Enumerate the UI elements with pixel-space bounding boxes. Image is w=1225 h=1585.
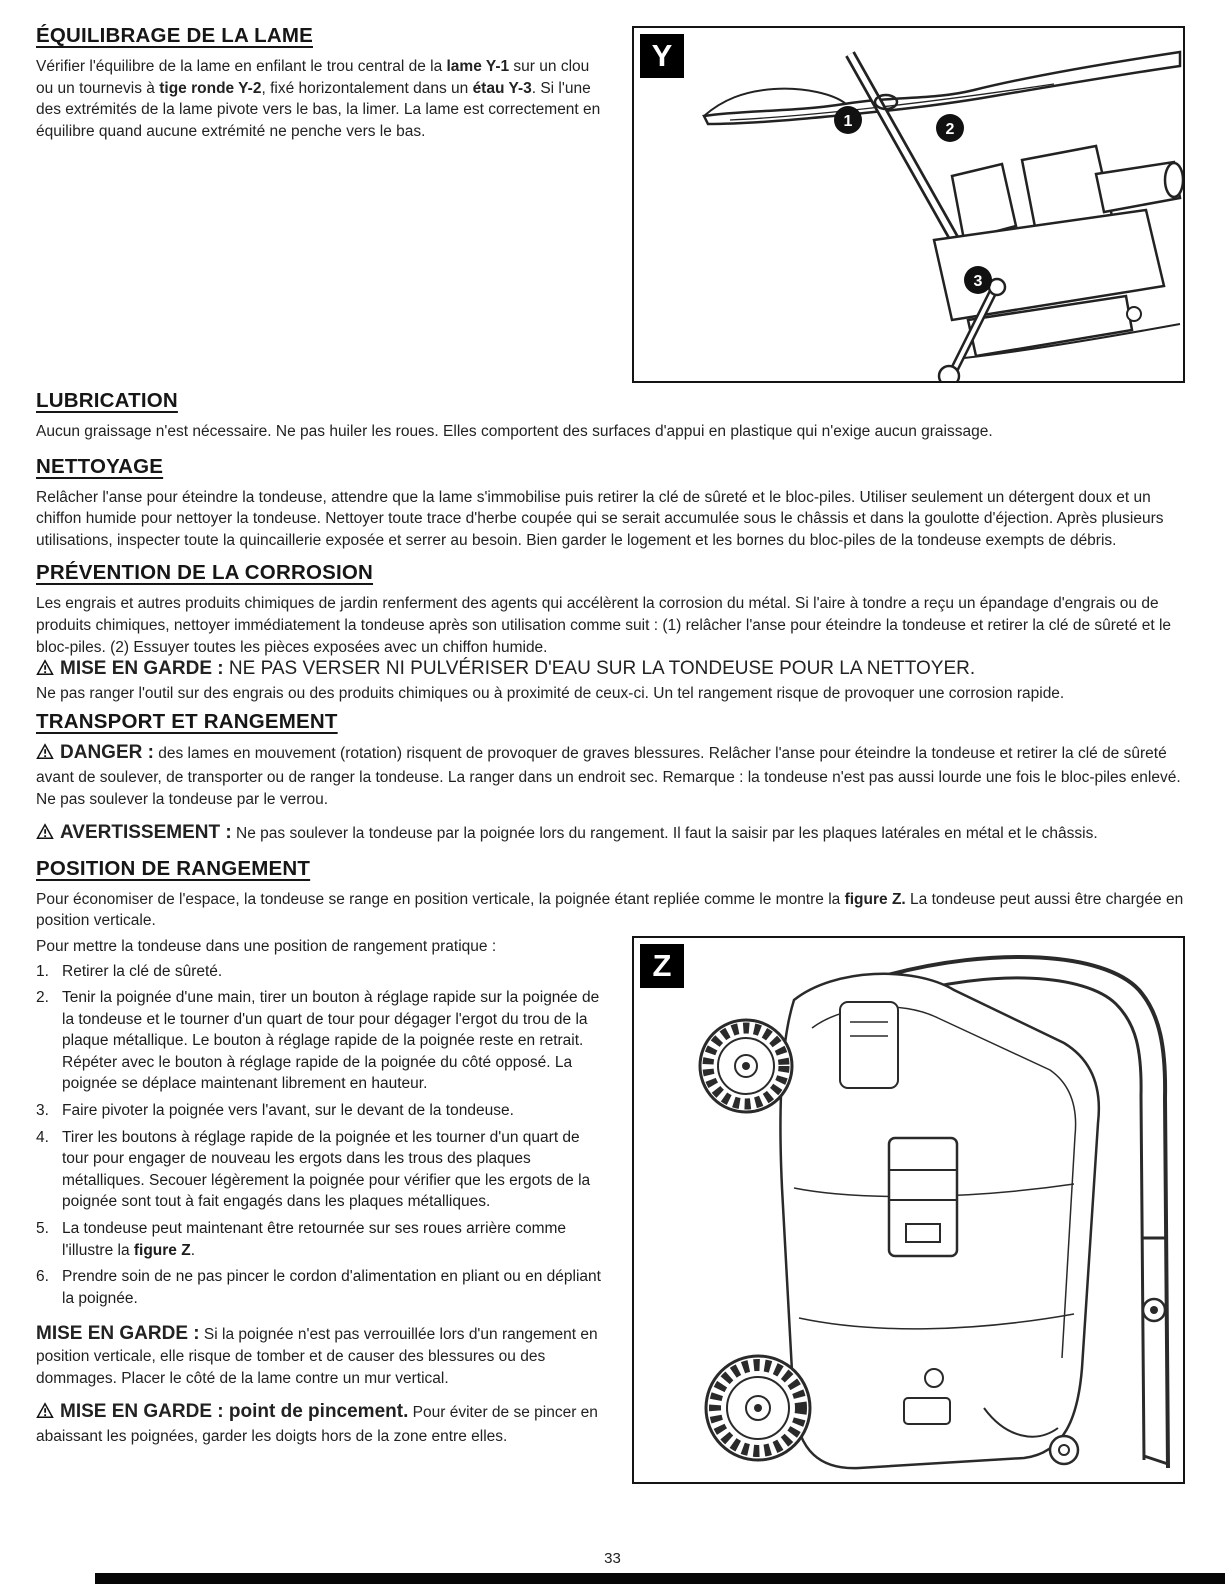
list-item-number: 5.	[36, 1220, 49, 1238]
list-item	[36, 1127, 604, 1213]
callout-1	[834, 106, 862, 134]
list-item-number: 2.	[36, 989, 49, 1007]
warning-triangle-icon	[36, 659, 54, 683]
corrosion-warning-text: MISE EN GARDE : NE PAS VERSER NI PULVÉRISER D'EAU SUR LA TONDEUSE POUR LA NETTOYER.	[60, 658, 976, 680]
page-number: 33	[604, 1550, 621, 1567]
list-item	[36, 1100, 604, 1122]
front-wheel	[700, 1020, 792, 1112]
callout-2	[936, 114, 964, 142]
figure-z-label: Z	[640, 944, 684, 988]
list-item-text: Retirer la clé de sûreté.	[62, 962, 223, 980]
list-item-number: 1.	[36, 962, 49, 980]
section-title-transport: TRANSPORT ET RANGEMENT	[36, 710, 338, 734]
list-item-text: Tirer les boutons à réglage rapide de la poignée et les tourner d'un quart de tour pour engager de nouveau les ergots dans les trous des plaques métalliques. Secouer légèrement la poignée pour vérifier que les ergots de la poignée sont tout à fait engagés dans les plaques métalliques.	[62, 1128, 591, 1211]
figure-y-label: Y	[640, 34, 684, 78]
callout-3	[964, 266, 992, 294]
top-row	[36, 24, 1185, 383]
svg-text:2: 2	[945, 121, 955, 138]
garde1-paragraph: MISE EN GARDE : Si la poignée n'est pas verrouillée lors d'un rangement en position verticale, elle risque de tomber et de causer des blessures ou des dommages. Placer le côté de la lame contre un mur vertical.	[36, 1323, 598, 1387]
list-item-text: Prendre soin de ne pas pincer le cordon d'alimentation en pliant ou en dépliant la poignée.	[62, 1268, 601, 1307]
bottom-row	[36, 936, 1185, 1484]
list-item	[36, 1218, 604, 1261]
bottom-black-bar	[95, 1573, 1225, 1584]
list-item-number: 3.	[36, 1102, 49, 1120]
equilibrage-paragraph: Vérifier l'équilibre de la lame en enfilant le trou central de la lame Y-1 sur un clou ou un tournevis à tige ronde Y-2, fixé horizontalement dans un étau Y-3. Si l'une des extrémités de la lame pivote vers le bas, la limer. La lame est correctement en équilibre quand aucune extrémité ne penche vers le bas.	[36, 58, 601, 140]
list-item-text: Faire pivoter la poignée vers l'avant, sur le devant de la tondeuse.	[62, 1102, 514, 1120]
svg-text:3: 3	[973, 273, 983, 290]
storage-steps-list	[36, 961, 604, 1310]
corrosion-paragraph-1: Les engrais et autres produits chimiques de jardin renferment des agents qui accélèrent la corrosion du métal. Si l'aire à tondre a reçu un épandage d'engrais ou de produits chimiques, nettoyer immédiatement la tondeuse après son utilisation comme suit : (1) relâcher l'anse pour éteindre la tondeuse et retirer la clé de sûreté et le bloc-piles. (2) Essuyer toutes les pièces exposées avec un chiffon humide.	[36, 595, 1172, 656]
avertissement-text: AVERTISSEMENT : Ne pas soulever la tondeuse par la poignée lors du rangement. Il faut la saisir par les plaques latérales en métal et le châssis.	[60, 822, 1098, 844]
figure-z	[632, 936, 1185, 1484]
list-item-text: Tenir la poignée d'une main, tirer un bouton à réglage rapide sur la poignée de la tondeuse et le tourner d'un quart de tour pour dégager l'ergot du trou de la plaque métallique. Le bouton à réglage rapide de la poignée reste en retrait. Répéter avec le bouton à réglage rapide de la poignée du côté opposé. La poignée se déplace maintenant librement en hauteur.	[62, 989, 600, 1093]
garde2-text: MISE EN GARDE : point de pincement. Pour éviter de se pincer en abaissant les poignées, garder les doigts hors de la zone entre elles.	[36, 1401, 598, 1445]
section-title-position: POSITION DE RANGEMENT	[36, 856, 311, 880]
danger-paragraph	[36, 742, 1185, 810]
nettoyage-paragraph: Relâcher l'anse pour éteindre la tondeuse, attendre que la lame s'immobilise puis retirer la clé de sûreté et le bloc-piles. Utiliser seulement un détergent doux et un chiffon humide pour nettoyer la tondeuse. Nettoyer toute trace d'herbe coupée qui se serait accumulée sous le châssis et dans la goulotte d'éjection. Après plusieurs utilisations, inspecter toute la quincaillerie exposée et serrer au besoin. Bien garder le logement et les bornes du bloc-piles de la tondeuse exempts de débris.	[36, 488, 1164, 549]
vertical-storage-illustration	[634, 938, 1183, 1482]
figure-y	[632, 26, 1185, 383]
corrosion-paragraph-2: Ne pas ranger l'outil sur des engrais ou des produits chimiques ou à proximité de ceux-ci. Un tel rangement risque de provoquer une corrosion rapide.	[36, 684, 1065, 702]
list-item	[36, 1266, 604, 1309]
section-title-lubrication: LUBRICATION	[36, 389, 178, 412]
equilibrage-column	[36, 24, 632, 142]
garde2-paragraph	[36, 1401, 604, 1447]
avertissement-paragraph	[36, 822, 1185, 847]
corrosion-warning	[36, 658, 1185, 683]
section-title-corrosion: PRÉVENTION DE LA CORROSION	[36, 561, 374, 585]
warning-triangle-icon	[36, 1402, 54, 1426]
list-item	[36, 987, 604, 1095]
position-intro-paragraph: Pour économiser de l'espace, la tondeuse se range en position verticale, la poignée étant repliée comme le montre la figure Z. La tondeuse peut aussi être chargée en position verticale.	[36, 890, 1184, 930]
warning-triangle-icon	[36, 823, 54, 847]
position-column	[36, 936, 632, 1447]
warning-triangle-icon	[36, 743, 54, 767]
svg-text:1: 1	[843, 113, 853, 130]
blade-balancing-illustration	[634, 28, 1183, 381]
position-intro2-paragraph: Pour mettre la tondeuse dans une position de rangement pratique :	[36, 937, 497, 955]
section-title-nettoyage: NETTOYAGE	[36, 454, 164, 478]
lubrication-paragraph: Aucun graissage n'est nécessaire. Ne pas huiler les roues. Elles comportent des surfaces d'appui en plastique qui n'exige aucun graissage.	[36, 423, 993, 440]
rear-wheel	[706, 1356, 810, 1460]
list-item	[36, 961, 604, 983]
danger-text: DANGER : des lames en mouvement (rotation) risquent de provoquer de graves blessures. Relâcher l'anse pour éteindre la tondeuse et retirer la clé de sûreté avant de soulever, de transporter ou de ranger la tondeuse. La ranger dans un endroit sec. Remarque : la tondeuse n'est pas aussi lourde une fois le bloc-piles enlevé. Ne pas soulever la tondeuse par le verrou.	[36, 742, 1181, 808]
list-item-number: 6.	[36, 1268, 49, 1286]
list-item-text: La tondeuse peut maintenant être retournée sur ses roues arrière comme l'illustre la figure Z.	[62, 1220, 567, 1259]
section-title-equilibrage: ÉQUILIBRAGE DE LA LAME	[36, 24, 313, 47]
list-item-number: 4.	[36, 1128, 49, 1146]
